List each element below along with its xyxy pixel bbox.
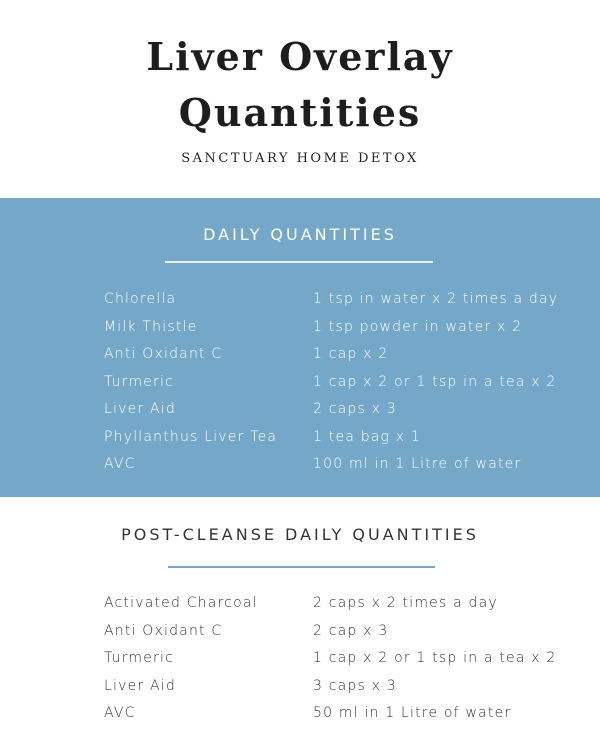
item-name: Turmeric	[104, 373, 175, 390]
list-item	[0, 429, 600, 456]
list-item	[0, 650, 600, 677]
item-quantity: 1 cap x 2	[313, 346, 389, 362]
item-name: AVC	[104, 705, 136, 721]
item-quantity: 2 caps x 3	[313, 401, 397, 417]
item-name: Anti Oxidant C	[104, 346, 223, 362]
item-name: Activated Charcoal	[104, 595, 258, 611]
item-quantity: 1 tsp in water x 2 times a day	[313, 291, 559, 307]
item-quantity: 1 tsp powder in water x 2	[313, 318, 523, 335]
item-name: Phyllanthus Liver Tea	[104, 428, 278, 445]
item-name: AVC	[104, 456, 136, 472]
item-name: Milk Thistle	[104, 318, 198, 335]
title-line-1: Liver Overlay	[146, 34, 454, 79]
post-heading: POST-CLEANSE DAILY QUANTITIES	[121, 525, 479, 544]
item-name: Anti Oxidant C	[104, 622, 223, 639]
item-quantity: 50 ml in 1 Litre of water	[313, 705, 512, 721]
subtitle: SANCTUARY HOME DETOX	[181, 151, 419, 166]
list-item	[0, 456, 600, 483]
item-name: Liver Aid	[104, 677, 176, 694]
list-item	[0, 401, 600, 428]
title-line-2: Quantities	[178, 90, 422, 135]
item-quantity: 1 cap x 2 or 1 tsp in a tea x 2	[313, 373, 557, 390]
list-item	[0, 346, 600, 373]
list-item	[0, 705, 600, 732]
list-item	[0, 678, 600, 705]
list-item	[0, 291, 600, 318]
item-quantity: 1 cap x 2 or 1 tsp in a tea x 2	[313, 650, 557, 666]
list-item	[0, 595, 600, 622]
item-quantity: 2 caps x 2 times a day	[313, 595, 498, 611]
item-quantity: 100 ml in 1 Litre of water	[313, 456, 522, 472]
item-name: Turmeric	[104, 650, 175, 666]
daily-divider	[165, 261, 433, 263]
list-item	[0, 623, 600, 650]
post-divider	[168, 566, 435, 568]
item-quantity: 2 cap x 3	[313, 622, 389, 639]
item-quantity: 1 tea bag x 1	[313, 428, 422, 445]
item-quantity: 3 caps x 3	[313, 677, 397, 694]
list-item	[0, 374, 600, 401]
item-name: Chlorella	[104, 291, 177, 307]
list-item	[0, 319, 600, 346]
daily-heading: DAILY QUANTITIES	[203, 225, 397, 244]
item-name: Liver Aid	[104, 401, 176, 417]
